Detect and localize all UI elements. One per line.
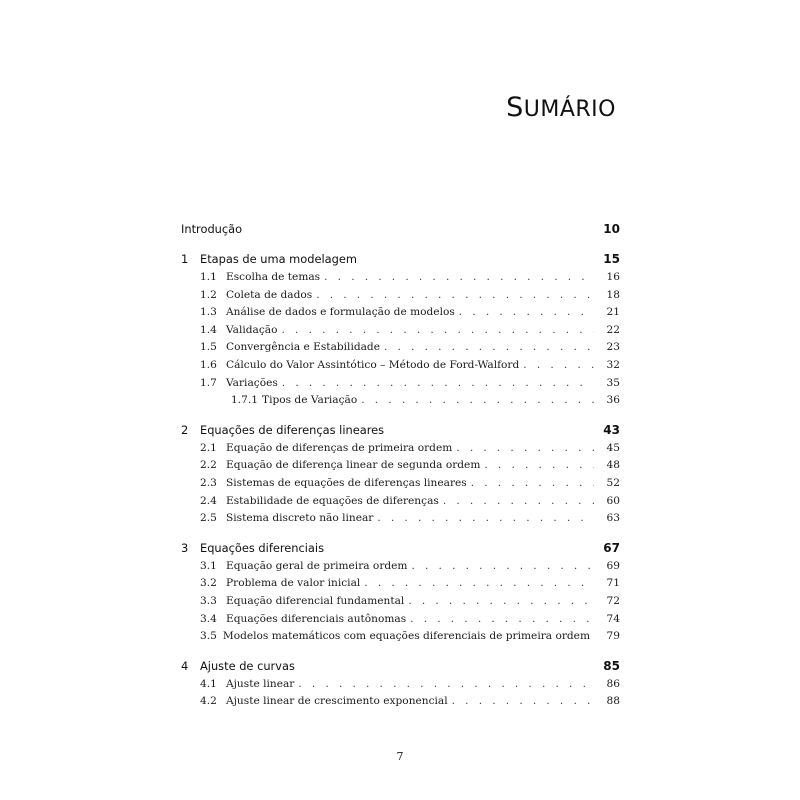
toc-entry[interactable] bbox=[181, 593, 620, 611]
entry-title: Ajuste linear bbox=[226, 677, 295, 690]
entry-page: 63 bbox=[606, 512, 620, 525]
chapter-title: Equações de diferenças lineares bbox=[200, 422, 385, 437]
dot-leader bbox=[408, 593, 594, 611]
entry-page: 72 bbox=[606, 594, 620, 607]
entry-page: 52 bbox=[606, 476, 620, 489]
dot-leader bbox=[364, 575, 594, 593]
dot-leader bbox=[361, 392, 594, 410]
entry-number: 2.5 bbox=[200, 512, 217, 525]
toc-entry[interactable] bbox=[181, 510, 620, 528]
entry-page: 74 bbox=[606, 612, 620, 625]
toc-entry[interactable] bbox=[181, 304, 620, 322]
toc-intro bbox=[181, 219, 620, 239]
entry-number: 4.2 bbox=[200, 695, 217, 708]
entry-number: 3.5 bbox=[200, 630, 217, 643]
entry-page: 22 bbox=[606, 323, 620, 336]
chapter-page: 43 bbox=[603, 422, 620, 437]
entry-number: 3.4 bbox=[200, 612, 217, 625]
intro-title: Introdução bbox=[181, 222, 243, 236]
entry-number: 1.4 bbox=[200, 323, 217, 336]
chapter-title: Equações diferenciais bbox=[200, 540, 325, 555]
entry-page: 60 bbox=[606, 494, 620, 507]
table-of-contents bbox=[181, 219, 620, 721]
chapter-page: 15 bbox=[603, 252, 620, 266]
entry-title: Estabilidade de equações de diferenças bbox=[226, 494, 439, 507]
entry-title: Variações bbox=[226, 376, 278, 389]
toc-chapters bbox=[181, 249, 620, 711]
entry-page: 88 bbox=[606, 695, 620, 708]
entry-page: 32 bbox=[606, 358, 620, 371]
entry-title: Problema de valor inicial bbox=[226, 577, 361, 590]
entry-title: Ajuste linear de crescimento exponencial bbox=[226, 695, 448, 708]
title-initial: S bbox=[506, 92, 524, 123]
toc-entry[interactable] bbox=[181, 357, 620, 375]
entry-page: 69 bbox=[606, 559, 620, 572]
toc-entry[interactable] bbox=[181, 287, 620, 305]
entry-title: Validação bbox=[226, 323, 278, 336]
dot-leader bbox=[316, 287, 594, 305]
chapter-title: Etapas de uma modelagem bbox=[200, 252, 357, 266]
chapter-heading[interactable] bbox=[181, 420, 620, 440]
dot-leader bbox=[282, 322, 595, 340]
entry-page: 86 bbox=[606, 677, 620, 690]
intro-page: 10 bbox=[603, 222, 620, 236]
chapter-heading[interactable] bbox=[181, 656, 620, 676]
toc-entry[interactable] bbox=[181, 475, 620, 493]
toc-entry[interactable] bbox=[181, 493, 620, 511]
dot-leader bbox=[298, 676, 594, 694]
toc-chapter-1 bbox=[181, 249, 620, 410]
entry-title: Cálculo do Valor Assintótico – Método de Ford-Walford bbox=[226, 358, 520, 371]
dot-leader bbox=[452, 693, 594, 711]
chapter-number: 1 bbox=[181, 252, 189, 266]
entry-page: 36 bbox=[606, 394, 620, 407]
entry-number: 2.1 bbox=[200, 441, 217, 454]
entry-title: Equação de diferenças de primeira ordem bbox=[226, 441, 453, 454]
toc-entry[interactable] bbox=[181, 392, 620, 410]
toc-chapter-3 bbox=[181, 538, 620, 646]
dot-leader bbox=[471, 475, 594, 493]
entry-page: 16 bbox=[606, 271, 620, 283]
page-title bbox=[506, 92, 616, 123]
dot-leader bbox=[443, 493, 594, 511]
entry-title: Equação diferencial fundamental bbox=[226, 594, 405, 607]
entry-number: 1.7 bbox=[200, 376, 217, 389]
entry-page: 48 bbox=[606, 459, 620, 472]
entry-number: 1.5 bbox=[200, 341, 217, 354]
entry-title: Análise de dados e formulação de modelos bbox=[226, 306, 455, 319]
entry-number: 1.3 bbox=[200, 306, 217, 319]
entry-number: 1.2 bbox=[200, 288, 217, 301]
chapter-number: 4 bbox=[181, 658, 189, 673]
entry-title: Convergência e Estabilidade bbox=[226, 341, 380, 354]
entry-number: 3.1 bbox=[200, 559, 217, 572]
dot-leader bbox=[456, 440, 594, 458]
chapter-heading[interactable] bbox=[181, 538, 620, 558]
chapter-heading[interactable] bbox=[181, 249, 620, 269]
entry-page: 23 bbox=[606, 341, 620, 354]
chapter-page: 67 bbox=[603, 540, 620, 555]
toc-entry[interactable] bbox=[181, 693, 620, 711]
entry-number: 2.3 bbox=[200, 476, 217, 489]
dot-leader bbox=[410, 611, 594, 629]
entry-title: Sistema discreto não linear bbox=[226, 512, 374, 525]
entry-page: 18 bbox=[606, 288, 620, 301]
toc-entry[interactable] bbox=[181, 611, 620, 629]
toc-entry[interactable] bbox=[181, 457, 620, 475]
entry-title: Equação de diferença linear de segunda ordem bbox=[226, 459, 481, 472]
toc-chapter-4 bbox=[181, 656, 620, 711]
entry-number: 1.1 bbox=[200, 271, 217, 283]
entry-page: 71 bbox=[606, 577, 620, 590]
dot-leader bbox=[459, 304, 594, 322]
chapter-number: 2 bbox=[181, 422, 189, 437]
entry-page: 79 bbox=[606, 630, 620, 643]
page-number: 7 bbox=[396, 750, 404, 763]
toc-entry[interactable] bbox=[181, 375, 620, 393]
toc-entry[interactable] bbox=[181, 269, 620, 287]
chapter-number: 3 bbox=[181, 540, 189, 555]
dot-leader bbox=[324, 269, 594, 287]
entry-number: 2.2 bbox=[200, 459, 217, 472]
entry-title: Equações diferenciais autônomas bbox=[226, 612, 407, 625]
toc-entry[interactable] bbox=[181, 676, 620, 694]
entry-page: 21 bbox=[606, 306, 620, 319]
entry-title: Equação geral de primeira ordem bbox=[226, 559, 408, 572]
entry-page: 45 bbox=[606, 441, 620, 454]
title-rest: UMÁRIO bbox=[523, 97, 616, 122]
intro-heading[interactable] bbox=[181, 219, 620, 239]
entry-title: Sistemas de equações de diferenças lineares bbox=[226, 476, 467, 489]
toc-chapter-2 bbox=[181, 420, 620, 528]
entry-page: 35 bbox=[606, 376, 620, 389]
entry-number: 1.7.1 bbox=[231, 394, 258, 407]
entry-title: Coleta de dados bbox=[226, 288, 313, 301]
dot-leader bbox=[411, 558, 594, 576]
dot-leader bbox=[523, 357, 594, 375]
entry-number: 3.2 bbox=[200, 577, 217, 590]
dot-leader bbox=[384, 339, 594, 357]
dot-leader bbox=[484, 457, 594, 475]
entry-number: 1.6 bbox=[200, 358, 217, 371]
toc-entry[interactable] bbox=[181, 558, 620, 576]
toc-entry[interactable] bbox=[181, 322, 620, 340]
chapter-title: Ajuste de curvas bbox=[200, 658, 295, 673]
entry-title: Modelos matemáticos com equações diferenciais de primeira ordem bbox=[222, 630, 590, 643]
toc-entry[interactable] bbox=[181, 440, 620, 458]
entry-number: 3.3 bbox=[200, 594, 217, 607]
toc-entry[interactable] bbox=[181, 575, 620, 593]
entry-title: Tipos de Variação bbox=[262, 394, 358, 407]
toc-entry[interactable] bbox=[181, 628, 620, 646]
dot-leader bbox=[282, 375, 594, 393]
entry-number: 2.4 bbox=[200, 494, 217, 507]
chapter-page: 85 bbox=[603, 658, 620, 673]
entry-title: Escolha de temas bbox=[226, 271, 321, 283]
dot-leader bbox=[377, 510, 594, 528]
entry-number: 4.1 bbox=[200, 677, 217, 690]
toc-entry[interactable] bbox=[181, 339, 620, 357]
